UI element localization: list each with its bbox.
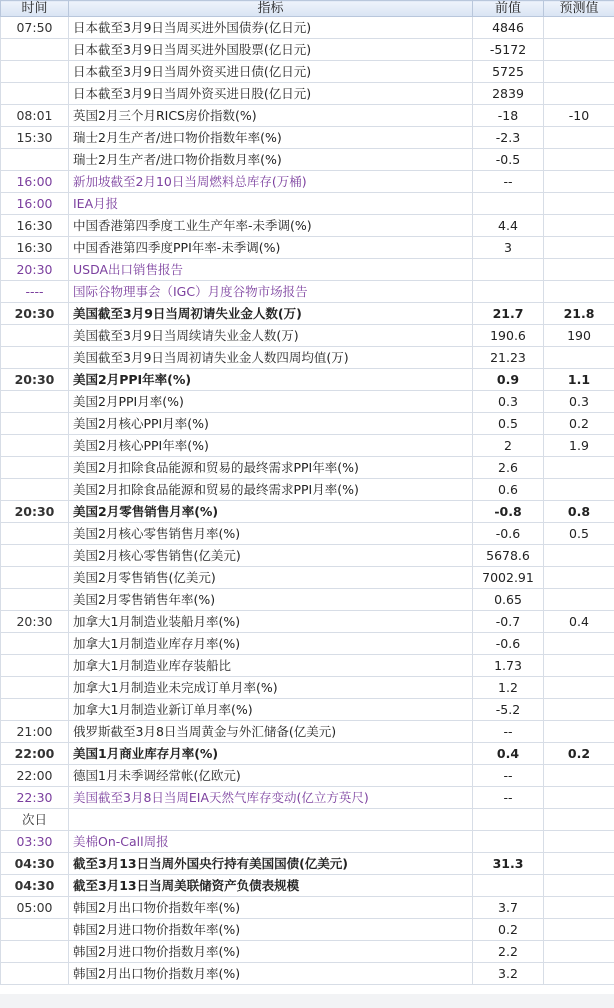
- forecast-value-cell: [544, 699, 614, 721]
- table-row[interactable]: [1, 501, 614, 523]
- time-cell: [1, 633, 69, 655]
- forecast-value-cell: [544, 875, 614, 897]
- indicator-cell: 韩国2月进口物价指数年率(%): [69, 919, 473, 941]
- forecast-value-cell: [544, 831, 614, 853]
- previous-value-cell: 190.6: [473, 325, 544, 347]
- forecast-value-cell: [544, 347, 614, 369]
- forecast-value-cell: [544, 941, 614, 963]
- previous-value-cell: -2.3: [473, 127, 544, 149]
- table-row[interactable]: [1, 721, 614, 743]
- previous-value-cell: 0.9: [473, 369, 544, 391]
- indicator-cell: 加拿大1月制造业装船月率(%): [69, 611, 473, 633]
- time-cell: [1, 83, 69, 105]
- forecast-value-cell: 0.2: [544, 743, 614, 765]
- indicator-cell: 截至3月13日当周外国央行持有美国国债(亿美元): [69, 853, 473, 875]
- bottom-scroll-strip: [0, 994, 614, 1008]
- previous-value-cell: 7002.91: [473, 567, 544, 589]
- forecast-value-cell: [544, 589, 614, 611]
- table-row[interactable]: [1, 39, 614, 61]
- time-cell: [1, 941, 69, 963]
- previous-value-cell: 0.5: [473, 413, 544, 435]
- previous-value-cell: [473, 281, 544, 303]
- time-cell: [1, 699, 69, 721]
- table-row[interactable]: [1, 919, 614, 941]
- indicator-cell: 日本截至3月9日当周外资买进日股(亿日元): [69, 83, 473, 105]
- indicator-cell: 韩国2月进口物价指数月率(%): [69, 941, 473, 963]
- column-header-indicator[interactable]: 指标: [69, 1, 473, 17]
- forecast-value-cell: [544, 765, 614, 787]
- forecast-value-cell: [544, 809, 614, 831]
- forecast-value-cell: 0.5: [544, 523, 614, 545]
- time-cell: 05:00: [1, 897, 69, 919]
- previous-value-cell: -5.2: [473, 699, 544, 721]
- table-row[interactable]: [1, 633, 614, 655]
- forecast-value-cell: [544, 61, 614, 83]
- table-row[interactable]: [1, 83, 614, 105]
- time-cell: [1, 61, 69, 83]
- indicator-cell: 美国2月PPI年率(%): [69, 369, 473, 391]
- table-row[interactable]: [1, 655, 614, 677]
- indicator-cell: 美国1月商业库存月率(%): [69, 743, 473, 765]
- time-cell: 16:00: [1, 193, 69, 215]
- time-cell: 16:30: [1, 215, 69, 237]
- forecast-value-cell: 1.9: [544, 435, 614, 457]
- previous-value-cell: 2.2: [473, 941, 544, 963]
- time-cell: [1, 523, 69, 545]
- indicator-cell: 美国截至3月9日当周续请失业金人数(万): [69, 325, 473, 347]
- table-row[interactable]: [1, 193, 614, 215]
- time-cell: [1, 149, 69, 171]
- indicator-cell: [69, 809, 473, 831]
- table-row[interactable]: [1, 303, 614, 325]
- previous-value-cell: 0.6: [473, 479, 544, 501]
- previous-value-cell: --: [473, 171, 544, 193]
- previous-value-cell: -5172: [473, 39, 544, 61]
- previous-value-cell: 21.7: [473, 303, 544, 325]
- table-row[interactable]: [1, 281, 614, 303]
- time-cell: [1, 589, 69, 611]
- table-row[interactable]: [1, 853, 614, 875]
- forecast-value-cell: 21.8: [544, 303, 614, 325]
- table-row[interactable]: [1, 589, 614, 611]
- previous-value-cell: [473, 193, 544, 215]
- forecast-value-cell: [544, 655, 614, 677]
- time-cell: 21:00: [1, 721, 69, 743]
- forecast-value-cell: [544, 919, 614, 941]
- forecast-value-cell: [544, 853, 614, 875]
- table-row[interactable]: [1, 237, 614, 259]
- previous-value-cell: 21.23: [473, 347, 544, 369]
- time-cell: 04:30: [1, 875, 69, 897]
- previous-value-cell: -0.5: [473, 149, 544, 171]
- indicator-cell: IEA月报: [69, 193, 473, 215]
- indicator-cell: 美国2月零售销售(亿美元): [69, 567, 473, 589]
- previous-value-cell: 5725: [473, 61, 544, 83]
- previous-value-cell: 3.2: [473, 963, 544, 985]
- time-cell: 20:30: [1, 303, 69, 325]
- column-header-time[interactable]: 时间: [1, 1, 69, 17]
- forecast-value-cell: 190: [544, 325, 614, 347]
- indicator-cell: 韩国2月出口物价指数年率(%): [69, 897, 473, 919]
- forecast-value-cell: [544, 215, 614, 237]
- indicator-cell: 瑞士2月生产者/进口物价指数年率(%): [69, 127, 473, 149]
- forecast-value-cell: [544, 897, 614, 919]
- time-cell: 22:00: [1, 765, 69, 787]
- time-cell: 03:30: [1, 831, 69, 853]
- previous-value-cell: 0.65: [473, 589, 544, 611]
- previous-value-cell: -0.7: [473, 611, 544, 633]
- previous-value-cell: --: [473, 721, 544, 743]
- previous-value-cell: 2839: [473, 83, 544, 105]
- time-cell: 22:00: [1, 743, 69, 765]
- table-header-row: [1, 1, 614, 17]
- previous-value-cell: [473, 259, 544, 281]
- forecast-value-cell: -10: [544, 105, 614, 127]
- previous-value-cell: 2: [473, 435, 544, 457]
- forecast-value-cell: [544, 193, 614, 215]
- table-row[interactable]: [1, 391, 614, 413]
- previous-value-cell: --: [473, 787, 544, 809]
- time-cell: 16:30: [1, 237, 69, 259]
- forecast-value-cell: [544, 545, 614, 567]
- indicator-cell: 加拿大1月制造业新订单月率(%): [69, 699, 473, 721]
- time-cell: [1, 963, 69, 985]
- forecast-value-cell: [544, 457, 614, 479]
- time-cell: [1, 655, 69, 677]
- indicator-cell: 美国截至3月9日当周初请失业金人数四周均值(万): [69, 347, 473, 369]
- table-row[interactable]: [1, 127, 614, 149]
- indicator-cell: 美国2月核心PPI月率(%): [69, 413, 473, 435]
- forecast-value-cell: 0.8: [544, 501, 614, 523]
- time-cell: [1, 677, 69, 699]
- forecast-value-cell: [544, 633, 614, 655]
- table-row[interactable]: [1, 809, 614, 831]
- table-row[interactable]: [1, 61, 614, 83]
- indicator-cell: 美国截至3月9日当周初请失业金人数(万): [69, 303, 473, 325]
- time-cell: [1, 391, 69, 413]
- forecast-value-cell: [544, 259, 614, 281]
- time-cell: 22:30: [1, 787, 69, 809]
- table-row[interactable]: [1, 545, 614, 567]
- forecast-value-cell: [544, 149, 614, 171]
- forecast-value-cell: [544, 281, 614, 303]
- indicator-cell: 中国香港第四季度工业生产年率-未季调(%): [69, 215, 473, 237]
- table-row[interactable]: [1, 17, 614, 39]
- time-cell: [1, 347, 69, 369]
- time-cell: [1, 325, 69, 347]
- forecast-value-cell: [544, 963, 614, 985]
- indicator-cell: 美国2月核心PPI年率(%): [69, 435, 473, 457]
- previous-value-cell: 3: [473, 237, 544, 259]
- indicator-cell: 美国2月PPI月率(%): [69, 391, 473, 413]
- indicator-cell: 美国2月核心零售销售(亿美元): [69, 545, 473, 567]
- indicator-cell: 美国2月扣除食品能源和贸易的最终需求PPI月率(%): [69, 479, 473, 501]
- table-row[interactable]: [1, 743, 614, 765]
- indicator-cell: 俄罗斯截至3月8日当周黄金与外汇储备(亿美元): [69, 721, 473, 743]
- table-row[interactable]: [1, 259, 614, 281]
- indicator-cell: 美国2月核心零售销售月率(%): [69, 523, 473, 545]
- table-row[interactable]: [1, 325, 614, 347]
- table-row[interactable]: [1, 897, 614, 919]
- previous-value-cell: [473, 875, 544, 897]
- indicator-cell: 德国1月未季调经常帐(亿欧元): [69, 765, 473, 787]
- table-row[interactable]: [1, 567, 614, 589]
- previous-value-cell: 31.3: [473, 853, 544, 875]
- time-cell: [1, 457, 69, 479]
- time-cell: [1, 413, 69, 435]
- column-header-forecast[interactable]: 预测值: [544, 1, 614, 17]
- indicator-cell: 中国香港第四季度PPI年率-未季调(%): [69, 237, 473, 259]
- indicator-cell: 日本截至3月9日当周买进外国债券(亿日元): [69, 17, 473, 39]
- indicator-cell: 加拿大1月制造业库存月率(%): [69, 633, 473, 655]
- indicator-cell: 新加坡截至2月10日当周燃料总库存(万桶): [69, 171, 473, 193]
- table-row[interactable]: [1, 479, 614, 501]
- time-cell: 16:00: [1, 171, 69, 193]
- table-row[interactable]: [1, 413, 614, 435]
- table-row[interactable]: [1, 765, 614, 787]
- time-cell: 15:30: [1, 127, 69, 149]
- table-row[interactable]: [1, 347, 614, 369]
- table-row[interactable]: [1, 369, 614, 391]
- table-row[interactable]: [1, 435, 614, 457]
- forecast-value-cell: 0.3: [544, 391, 614, 413]
- table-body: [1, 17, 614, 985]
- forecast-value-cell: [544, 171, 614, 193]
- indicator-cell: 韩国2月出口物价指数月率(%): [69, 963, 473, 985]
- indicator-cell: 加拿大1月制造业未完成订单月率(%): [69, 677, 473, 699]
- previous-value-cell: 2.6: [473, 457, 544, 479]
- indicator-cell: 美国截至3月8日当周EIA天然气库存变动(亿立方英尺): [69, 787, 473, 809]
- time-cell: [1, 479, 69, 501]
- table-row[interactable]: [1, 831, 614, 853]
- indicator-cell: 日本截至3月9日当周外资买进日债(亿日元): [69, 61, 473, 83]
- previous-value-cell: 4846: [473, 17, 544, 39]
- forecast-value-cell: [544, 721, 614, 743]
- table-row[interactable]: [1, 105, 614, 127]
- time-cell: [1, 435, 69, 457]
- indicator-cell: USDA出口销售报告: [69, 259, 473, 281]
- previous-value-cell: [473, 809, 544, 831]
- indicator-cell: 美国2月零售销售年率(%): [69, 589, 473, 611]
- forecast-value-cell: [544, 479, 614, 501]
- indicator-cell: 美棉On-Call周报: [69, 831, 473, 853]
- previous-value-cell: 0.2: [473, 919, 544, 941]
- table-row[interactable]: [1, 149, 614, 171]
- table-row[interactable]: [1, 787, 614, 809]
- forecast-value-cell: [544, 83, 614, 105]
- previous-value-cell: [473, 831, 544, 853]
- indicator-cell: 截至3月13日当周美联储资产负债表规模: [69, 875, 473, 897]
- forecast-value-cell: [544, 127, 614, 149]
- previous-value-cell: -18: [473, 105, 544, 127]
- time-cell: 20:30: [1, 611, 69, 633]
- forecast-value-cell: [544, 567, 614, 589]
- column-header-previous[interactable]: 前值: [473, 1, 544, 17]
- forecast-value-cell: [544, 17, 614, 39]
- previous-value-cell: 1.2: [473, 677, 544, 699]
- indicator-cell: 瑞士2月生产者/进口物价指数月率(%): [69, 149, 473, 171]
- time-cell: 20:30: [1, 369, 69, 391]
- previous-value-cell: 0.3: [473, 391, 544, 413]
- forecast-value-cell: 0.4: [544, 611, 614, 633]
- indicator-cell: 国际谷物理事会（IGC）月度谷物市场报告: [69, 281, 473, 303]
- forecast-value-cell: [544, 677, 614, 699]
- previous-value-cell: 1.73: [473, 655, 544, 677]
- time-cell: 04:30: [1, 853, 69, 875]
- time-cell: 次日: [1, 809, 69, 831]
- time-cell: [1, 919, 69, 941]
- time-cell: 07:50: [1, 17, 69, 39]
- previous-value-cell: 0.4: [473, 743, 544, 765]
- previous-value-cell: -0.6: [473, 523, 544, 545]
- time-cell: [1, 39, 69, 61]
- table-row[interactable]: [1, 611, 614, 633]
- indicator-cell: 日本截至3月9日当周买进外国股票(亿日元): [69, 39, 473, 61]
- time-cell: 20:30: [1, 259, 69, 281]
- forecast-value-cell: 0.2: [544, 413, 614, 435]
- table-row[interactable]: [1, 941, 614, 963]
- time-cell: [1, 567, 69, 589]
- previous-value-cell: 3.7: [473, 897, 544, 919]
- table-row[interactable]: [1, 171, 614, 193]
- previous-value-cell: --: [473, 765, 544, 787]
- forecast-value-cell: [544, 787, 614, 809]
- time-cell: ----: [1, 281, 69, 303]
- indicator-cell: 英国2月三个月RICS房价指数(%): [69, 105, 473, 127]
- time-cell: 08:01: [1, 105, 69, 127]
- previous-value-cell: 4.4: [473, 215, 544, 237]
- indicator-cell: 美国2月零售销售月率(%): [69, 501, 473, 523]
- table-row[interactable]: [1, 523, 614, 545]
- indicator-cell: 美国2月扣除食品能源和贸易的最终需求PPI年率(%): [69, 457, 473, 479]
- previous-value-cell: -0.6: [473, 633, 544, 655]
- time-cell: [1, 545, 69, 567]
- forecast-value-cell: [544, 39, 614, 61]
- table-row[interactable]: [1, 963, 614, 985]
- time-cell: 20:30: [1, 501, 69, 523]
- indicator-cell: 加拿大1月制造业库存装船比: [69, 655, 473, 677]
- table-row[interactable]: [1, 215, 614, 237]
- table-row[interactable]: [1, 875, 614, 897]
- table-row[interactable]: [1, 677, 614, 699]
- forecast-value-cell: 1.1: [544, 369, 614, 391]
- previous-value-cell: -0.8: [473, 501, 544, 523]
- table-row[interactable]: [1, 699, 614, 721]
- table-row[interactable]: [1, 457, 614, 479]
- previous-value-cell: 5678.6: [473, 545, 544, 567]
- forecast-value-cell: [544, 237, 614, 259]
